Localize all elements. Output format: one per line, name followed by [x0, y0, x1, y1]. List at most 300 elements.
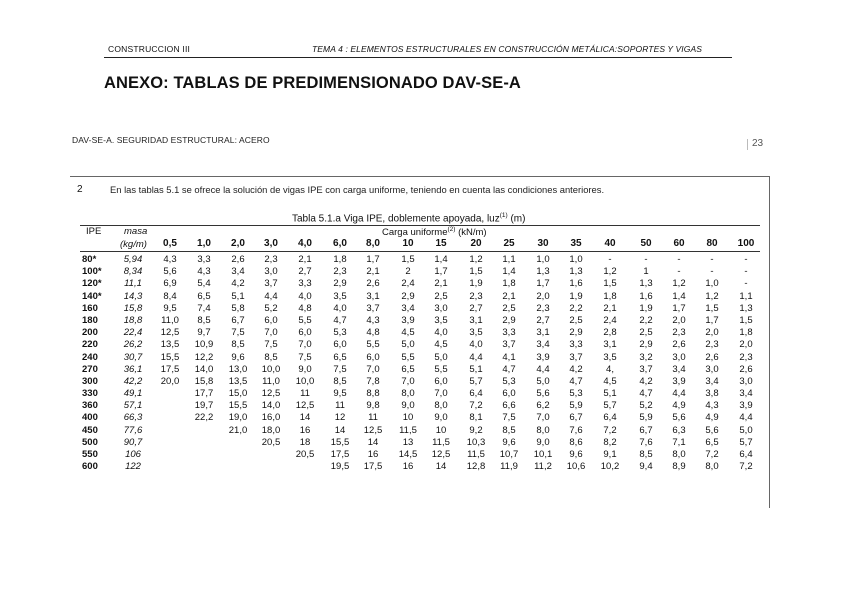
- load-value-cell: 3,9: [401, 314, 415, 326]
- table-row: [0, 437, 848, 449]
- load-value-cell: 2,3: [469, 290, 483, 302]
- load-value-cell: 4,7: [502, 363, 516, 375]
- load-value-cell: 8,4: [163, 290, 177, 302]
- load-value-cell: 1,3: [739, 302, 753, 314]
- load-value-cell: 11,5: [467, 449, 485, 460]
- load-value-cell: 3,5: [434, 314, 448, 326]
- load-value-cell: 3,5: [469, 327, 483, 339]
- load-value-cell: 2,1: [502, 290, 516, 302]
- load-value-cell: 7,0: [264, 327, 278, 339]
- load-value-cell: 9,0: [298, 363, 312, 375]
- span-header-cell: 4,0: [298, 238, 312, 249]
- load-value-cell: 7,5: [502, 412, 516, 424]
- load-value-cell: 5,2: [639, 400, 653, 412]
- load-value-cell: 20,5: [295, 449, 315, 460]
- load-value-cell: 5,5: [401, 351, 415, 363]
- frame-top-border: [70, 176, 770, 177]
- load-value-cell: 14: [299, 412, 311, 424]
- load-value-cell: 15,5: [160, 351, 180, 363]
- load-value-cell: 6,5: [197, 290, 211, 302]
- table-row: [0, 425, 848, 437]
- load-value-cell: 8,5: [264, 351, 278, 363]
- load-value-cell: 3,0: [672, 351, 686, 363]
- load-value-cell: 4,0: [469, 339, 483, 351]
- header-divider: [104, 57, 732, 58]
- masa-cell: 77,6: [123, 424, 143, 436]
- table-row: [0, 376, 848, 388]
- load-value-cell: 3,0: [434, 302, 448, 314]
- load-value-cell: 8,0: [536, 424, 550, 436]
- load-value-cell: 2,8: [603, 327, 617, 339]
- load-value-cell: 10,6: [566, 461, 586, 473]
- load-value-cell: 18: [299, 436, 311, 448]
- span-header-cell: 8,0: [366, 238, 380, 249]
- masa-cell: 8,34: [123, 266, 143, 278]
- column-header-masa: masa: [124, 226, 148, 237]
- load-value-cell: 8,0: [401, 388, 415, 400]
- load-value-cell: 5,8: [231, 302, 245, 314]
- table-header-rule: [80, 251, 760, 252]
- load-value-cell: 2,1: [434, 278, 448, 290]
- load-value-cell: 1,4: [672, 290, 686, 302]
- load-value-cell: 5,7: [603, 400, 617, 412]
- ipe-profile-cell: 80*: [82, 254, 97, 265]
- span-header-cell: 25: [503, 238, 515, 249]
- page-number: 23: [752, 138, 764, 149]
- load-value-cell: 3,7: [264, 278, 278, 290]
- load-value-cell: 11,9: [500, 461, 518, 473]
- load-value-cell: 1,6: [569, 278, 583, 290]
- load-value-cell: 6,7: [569, 412, 583, 424]
- table-title-unit: (m): [507, 213, 526, 225]
- load-value-cell: 5,6: [536, 388, 550, 400]
- load-value-cell: 14,0: [261, 400, 281, 412]
- load-value-cell: 5,3: [333, 327, 347, 339]
- load-value-cell: 4,2: [231, 278, 245, 290]
- load-value-cell: 10: [402, 412, 414, 424]
- load-value-cell: 7,1: [672, 436, 686, 448]
- load-value-cell: 4,8: [366, 327, 380, 339]
- load-value-cell: 1,2: [603, 266, 617, 278]
- load-value-cell: 3,9: [739, 400, 753, 412]
- load-value-cell: -: [744, 278, 748, 290]
- ipe-profile-cell: 270: [82, 363, 98, 375]
- load-value-cell: 6,5: [401, 363, 415, 375]
- carga-unit: (kN/m): [455, 227, 487, 239]
- load-value-cell: 3,8: [705, 388, 719, 400]
- load-value-cell: 4,4: [672, 388, 686, 400]
- load-value-cell: 14: [334, 424, 346, 436]
- load-value-cell: 4,: [606, 363, 614, 375]
- load-value-cell: 5,2: [264, 302, 278, 314]
- document-source: DAV-SE-A. SEGURIDAD ESTRUCTURAL: ACERO: [72, 135, 270, 145]
- load-value-cell: 6,0: [434, 375, 448, 387]
- load-value-cell: 3,7: [639, 363, 653, 375]
- masa-cell: 106: [125, 449, 141, 460]
- load-value-cell: 7,2: [739, 461, 753, 473]
- load-value-cell: 1,7: [705, 314, 719, 326]
- span-header-cell: 0,5: [163, 238, 177, 249]
- load-value-cell: 8,5: [231, 339, 245, 351]
- load-value-cell: 3,3: [569, 339, 583, 351]
- table-row: [0, 278, 848, 290]
- load-value-cell: 1,8: [739, 327, 753, 339]
- load-value-cell: 5,7: [469, 375, 483, 387]
- load-value-cell: 1,7: [366, 254, 380, 265]
- page-title: ANEXO: TABLAS DE PREDIMENSIONADO DAV-SE-A: [104, 74, 521, 92]
- load-value-cell: 9,7: [197, 327, 211, 339]
- table-row: [0, 400, 848, 412]
- load-value-cell: 10,7: [499, 449, 519, 460]
- load-value-cell: 4,0: [298, 290, 312, 302]
- masa-cell: 42,2: [123, 375, 143, 387]
- load-value-cell: 8,6: [569, 436, 583, 448]
- load-value-cell: 3,4: [705, 375, 719, 387]
- load-value-cell: 11,0: [262, 375, 280, 387]
- load-value-cell: 5,6: [705, 424, 719, 436]
- load-value-cell: 5,5: [434, 363, 448, 375]
- load-value-cell: 5,0: [536, 375, 550, 387]
- load-value-cell: 1,3: [569, 266, 583, 278]
- load-value-cell: 7,0: [298, 339, 312, 351]
- load-value-cell: 3,9: [672, 375, 686, 387]
- load-value-cell: 1,2: [469, 254, 483, 265]
- load-value-cell: 7,2: [705, 449, 719, 460]
- span-header-cell: 6,0: [333, 238, 347, 249]
- load-value-cell: 8,0: [434, 400, 448, 412]
- load-value-cell: 17,7: [194, 388, 214, 400]
- load-value-cell: 10,0: [295, 375, 315, 387]
- load-value-cell: 5,1: [603, 388, 617, 400]
- table-title-footnote: (1): [499, 212, 508, 219]
- load-value-cell: 17,5: [330, 449, 350, 460]
- load-value-cell: 8,0: [672, 449, 686, 460]
- load-value-cell: 8,5: [502, 424, 516, 436]
- table-title: [292, 212, 525, 224]
- load-value-cell: 2,5: [502, 302, 516, 314]
- load-value-cell: 2,9: [333, 278, 347, 290]
- load-value-cell: 5,5: [366, 339, 380, 351]
- table-row: [0, 412, 848, 424]
- ipe-profile-cell: 330: [82, 388, 98, 400]
- load-value-cell: 4,5: [603, 375, 617, 387]
- load-value-cell: 8,0: [705, 461, 719, 473]
- load-value-cell: 1,0: [569, 254, 583, 265]
- load-value-cell: 14: [367, 436, 379, 448]
- load-value-cell: -: [677, 266, 681, 278]
- load-value-cell: 5,4: [197, 278, 211, 290]
- span-header-cell: 15: [435, 238, 447, 249]
- load-value-cell: 15,5: [330, 436, 350, 448]
- load-value-cell: 2,1: [298, 254, 312, 265]
- load-value-cell: 4,3: [366, 314, 380, 326]
- load-value-cell: 1,5: [603, 278, 617, 290]
- span-header-cell: 50: [640, 238, 652, 249]
- load-value-cell: 7,2: [469, 400, 483, 412]
- load-value-cell: 11,0: [161, 314, 179, 326]
- load-value-cell: 1,6: [639, 290, 653, 302]
- load-value-cell: 6,0: [333, 339, 347, 351]
- load-value-cell: 4,4: [536, 363, 550, 375]
- load-value-cell: 4,3: [197, 266, 211, 278]
- load-value-cell: 8,5: [639, 449, 653, 460]
- ipe-profile-cell: 300: [82, 375, 98, 387]
- load-value-cell: 6,7: [639, 424, 653, 436]
- load-value-cell: 9,1: [603, 449, 617, 460]
- load-value-cell: 1,0: [705, 278, 719, 290]
- load-value-cell: 11: [335, 400, 345, 412]
- span-header-cell: 30: [537, 238, 549, 249]
- load-value-cell: 3,1: [603, 339, 617, 351]
- load-value-cell: 1,5: [705, 302, 719, 314]
- load-value-cell: 14,5: [398, 449, 418, 460]
- span-header-cell: 40: [604, 238, 616, 249]
- column-header-ipe: IPE: [86, 226, 102, 237]
- load-value-cell: 2,0: [536, 290, 550, 302]
- load-value-cell: 2,1: [603, 302, 617, 314]
- span-header-cell: 100: [737, 238, 755, 249]
- table-row: [0, 461, 848, 473]
- load-value-cell: 9,6: [502, 436, 516, 448]
- load-value-cell: 19,7: [194, 400, 214, 412]
- span-header-cell: 1,0: [197, 238, 211, 249]
- ipe-profile-cell: 240: [82, 351, 98, 363]
- load-value-cell: 5,5: [298, 314, 312, 326]
- load-value-cell: 3,5: [333, 290, 347, 302]
- masa-cell: 57,1: [123, 400, 143, 412]
- load-value-cell: 7,5: [264, 339, 278, 351]
- load-value-cell: 6,9: [163, 278, 177, 290]
- load-value-cell: 4,0: [333, 302, 347, 314]
- table-row: [0, 303, 848, 315]
- load-value-cell: 3,4: [231, 266, 245, 278]
- load-value-cell: 19,0: [228, 412, 248, 424]
- load-value-cell: 2,5: [569, 314, 583, 326]
- load-value-cell: 16: [402, 461, 414, 473]
- load-value-cell: 15,0: [228, 388, 248, 400]
- load-value-cell: 4,1: [502, 351, 516, 363]
- load-value-cell: 5,9: [569, 400, 583, 412]
- load-value-cell: -: [677, 254, 681, 265]
- load-value-cell: 12,8: [466, 461, 486, 473]
- load-value-cell: 9,5: [333, 388, 347, 400]
- load-value-cell: 1,1: [739, 290, 753, 302]
- load-value-cell: 9,4: [639, 461, 653, 473]
- load-value-cell: 2,0: [739, 339, 753, 351]
- load-value-cell: 3,9: [536, 351, 550, 363]
- load-value-cell: 7,0: [401, 375, 415, 387]
- carga-footnote: (2): [447, 226, 456, 233]
- load-value-cell: 12,5: [431, 449, 451, 460]
- load-value-cell: 5,0: [739, 424, 753, 436]
- load-value-cell: 2,6: [366, 278, 380, 290]
- masa-cell: 36,1: [123, 363, 143, 375]
- load-value-cell: 2,9: [401, 290, 415, 302]
- load-value-cell: 6,0: [366, 351, 380, 363]
- load-value-cell: 5,1: [231, 290, 245, 302]
- load-value-cell: 22,2: [194, 412, 214, 424]
- load-value-cell: 10,3: [466, 436, 486, 448]
- table-row: [0, 291, 848, 303]
- load-value-cell: 11: [368, 412, 378, 424]
- table-title-main: Tabla 5.1.a Viga IPE, doblemente apoyada, luz: [292, 213, 500, 225]
- load-value-cell: 4,7: [639, 388, 653, 400]
- table-row: [0, 327, 848, 339]
- load-value-cell: 3,7: [502, 339, 516, 351]
- load-value-cell: 2,7: [469, 302, 483, 314]
- intro-paragraph: En las tablas 5.1 se ofrece la solución de vigas IPE con carga uniforme, teniendo en cuenta las condiciones anteriores.: [110, 184, 605, 195]
- load-value-cell: 20,0: [160, 375, 180, 387]
- ipe-profile-cell: 180: [82, 314, 98, 326]
- load-value-cell: 2,0: [705, 327, 719, 339]
- table-row: [0, 364, 848, 376]
- column-header-masa-unit: (kg/m): [120, 239, 147, 250]
- span-header-cell: 2,0: [231, 238, 245, 249]
- load-value-cell: 11,5: [432, 436, 450, 448]
- load-value-cell: 6,0: [298, 327, 312, 339]
- load-value-cell: 1,5: [469, 266, 483, 278]
- load-value-cell: 16,0: [261, 412, 281, 424]
- ipe-profile-cell: 100*: [82, 266, 102, 278]
- load-value-cell: 3,0: [264, 266, 278, 278]
- load-value-cell: -: [710, 254, 714, 265]
- load-value-cell: 1,0: [536, 254, 550, 265]
- load-value-cell: 11: [300, 388, 310, 400]
- span-header-cell: 20: [470, 238, 482, 249]
- load-value-cell: 13: [402, 436, 414, 448]
- load-value-cell: 20,5: [261, 436, 281, 448]
- load-value-cell: 9,5: [163, 302, 177, 314]
- header-topic: TEMA 4 : ELEMENTOS ESTRUCTURALES EN CONSTRUCCIÓN METÁLICA:SOPORTES Y VIGAS: [312, 44, 702, 54]
- load-value-cell: 4,9: [672, 400, 686, 412]
- masa-cell: 90,7: [123, 436, 143, 448]
- load-value-cell: 9,6: [569, 449, 583, 460]
- load-value-cell: 1,3: [639, 278, 653, 290]
- load-value-cell: 5,7: [739, 436, 753, 448]
- load-value-cell: 4,5: [401, 327, 415, 339]
- load-value-cell: 1,1: [502, 254, 516, 265]
- load-value-cell: 2,9: [639, 339, 653, 351]
- ipe-profile-cell: 140*: [82, 290, 102, 302]
- load-value-cell: 7,4: [197, 302, 211, 314]
- ipe-profile-cell: 220: [82, 339, 98, 351]
- load-value-cell: 3,0: [739, 375, 753, 387]
- load-value-cell: -: [608, 254, 612, 265]
- load-value-cell: 2,3: [333, 266, 347, 278]
- load-value-cell: 1,9: [469, 278, 483, 290]
- table-row: [0, 266, 848, 278]
- load-value-cell: 1,9: [639, 302, 653, 314]
- section-number: 2: [77, 184, 83, 195]
- masa-cell: 22,4: [123, 327, 143, 339]
- load-value-cell: 3,3: [502, 327, 516, 339]
- masa-cell: 14,3: [123, 290, 143, 302]
- load-value-cell: 18,0: [261, 424, 281, 436]
- span-header-cell: 3,0: [264, 238, 278, 249]
- load-value-cell: 12,5: [261, 388, 281, 400]
- load-value-cell: 3,0: [705, 363, 719, 375]
- header-course: CONSTRUCCION III: [108, 44, 191, 54]
- ipe-profile-cell: 400: [82, 412, 98, 424]
- load-value-cell: 9,0: [434, 412, 448, 424]
- load-value-cell: 12,2: [194, 351, 214, 363]
- load-value-cell: 7,5: [333, 363, 347, 375]
- load-value-cell: 13,5: [160, 339, 180, 351]
- load-value-cell: -: [710, 266, 714, 278]
- load-value-cell: 6,4: [739, 449, 753, 460]
- load-value-cell: 1,2: [672, 278, 686, 290]
- ipe-profile-cell: 450: [82, 424, 98, 436]
- load-value-cell: 8,5: [333, 375, 347, 387]
- table-row: [0, 315, 848, 327]
- load-value-cell: 2,9: [569, 327, 583, 339]
- load-value-cell: 8,5: [197, 314, 211, 326]
- load-value-cell: 6,7: [231, 314, 245, 326]
- load-value-cell: 2,3: [536, 302, 550, 314]
- load-value-cell: 4,4: [469, 351, 483, 363]
- load-value-cell: 1,5: [401, 254, 415, 265]
- load-value-cell: 3,4: [672, 363, 686, 375]
- load-value-cell: 1,7: [434, 266, 448, 278]
- masa-cell: 66,3: [123, 412, 143, 424]
- table-row: [0, 254, 848, 266]
- load-value-cell: 2,7: [298, 266, 312, 278]
- load-value-cell: -: [744, 266, 748, 278]
- load-value-cell: 3,4: [536, 339, 550, 351]
- ipe-profile-cell: 120*: [82, 278, 102, 290]
- load-value-cell: 16: [299, 424, 311, 436]
- load-value-cell: 1,7: [536, 278, 550, 290]
- load-value-cell: 8,2: [603, 436, 617, 448]
- load-value-cell: 4,4: [264, 290, 278, 302]
- load-value-cell: 2,3: [264, 254, 278, 265]
- load-value-cell: 7,0: [366, 363, 380, 375]
- load-value-cell: 6,0: [502, 388, 516, 400]
- load-value-cell: 1,4: [434, 254, 448, 265]
- load-value-cell: 5,3: [569, 388, 583, 400]
- masa-cell: 49,1: [123, 388, 143, 400]
- load-value-cell: 4,4: [739, 412, 753, 424]
- load-value-cell: 1,4: [502, 266, 516, 278]
- load-value-cell: 15,8: [194, 375, 214, 387]
- load-value-cell: 17,5: [363, 461, 383, 473]
- masa-cell: 26,2: [123, 339, 143, 351]
- load-value-cell: 3,1: [469, 314, 483, 326]
- load-value-cell: 6,0: [264, 314, 278, 326]
- load-value-cell: 17,5: [160, 363, 180, 375]
- span-header-cell: 60: [673, 238, 685, 249]
- load-value-cell: 2,3: [705, 339, 719, 351]
- load-value-cell: 10,1: [533, 449, 553, 460]
- load-value-cell: 2,4: [603, 314, 617, 326]
- load-value-cell: 12,5: [160, 327, 180, 339]
- table-row: [0, 449, 848, 461]
- load-value-cell: -: [644, 254, 648, 265]
- load-value-cell: 2,4: [401, 278, 415, 290]
- load-value-cell: 6,5: [705, 436, 719, 448]
- load-value-cell: 3,4: [401, 302, 415, 314]
- ipe-profile-cell: 550: [82, 449, 98, 460]
- load-value-cell: 2,5: [434, 290, 448, 302]
- masa-cell: 18,8: [123, 314, 143, 326]
- load-value-cell: 11,5: [399, 424, 417, 436]
- load-value-cell: 2,5: [639, 327, 653, 339]
- load-value-cell: 2,6: [705, 351, 719, 363]
- load-value-cell: 4,5: [434, 339, 448, 351]
- load-value-cell: 3,5: [603, 351, 617, 363]
- load-value-cell: 3,3: [298, 278, 312, 290]
- load-value-cell: 5,6: [672, 412, 686, 424]
